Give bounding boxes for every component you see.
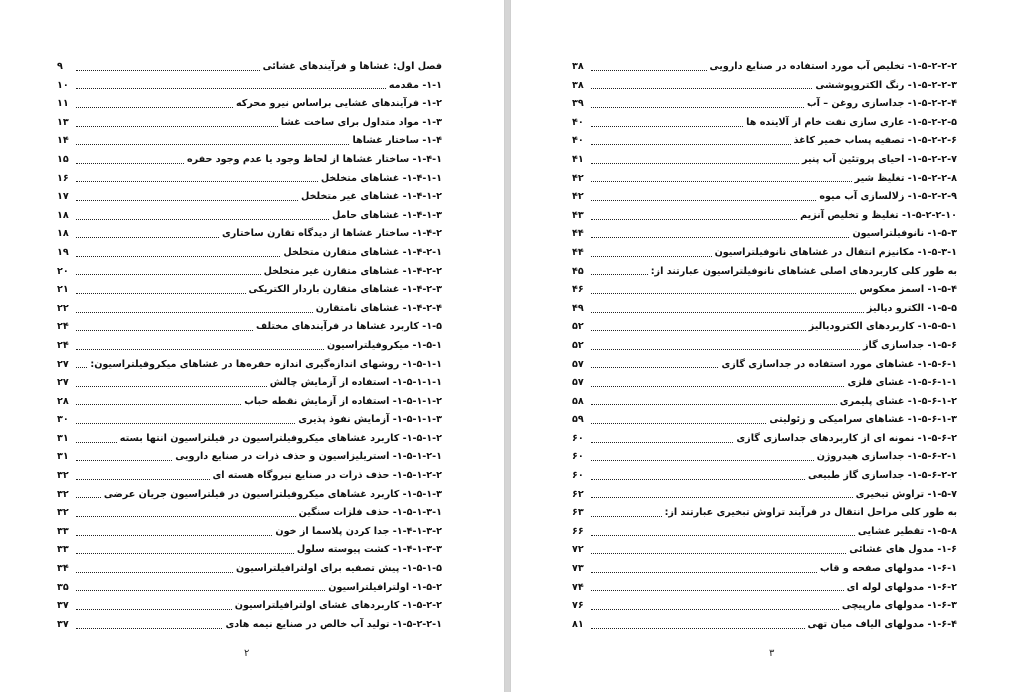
dot-leader (591, 628, 805, 629)
toc-entry-page: ۴۰ (572, 116, 584, 128)
toc-entry-page: ۳۱ (57, 451, 69, 463)
toc-entry-title: ۱-۱- مقدمه (388, 79, 442, 91)
toc-entry-title: ۱-۵-۱-۲- کاربرد غشاهای میکروفیلتراسیون در فیلتراسیون انتها بسته (119, 432, 442, 444)
dot-leader (591, 497, 853, 498)
dot-leader (76, 330, 253, 331)
dot-leader (591, 312, 864, 313)
toc-entry-title: ۱-۵-۳- نانوفیلتراسیون (852, 228, 957, 240)
dot-leader (591, 423, 766, 424)
toc-entry-page: ۹ (57, 61, 63, 72)
toc-entry-title: ۱-۵-۶-۱- غشاهای مورد استفاده در جداسازی گازی (721, 358, 957, 370)
toc-entry-title: ۱-۵-۶- جداسازی گاز (863, 339, 957, 351)
toc-entry (572, 337, 957, 356)
toc-entry-page: ۵۸ (572, 395, 584, 407)
toc-entry-title: ۱-۴-۲-۳- غشاهای متقارن باردار الکتریکی (248, 284, 442, 296)
toc-entry-page: ۴۴ (572, 246, 584, 258)
toc-entry-page: ۳۸ (572, 79, 584, 91)
toc-entry (57, 523, 442, 542)
toc-entry-title: ۱-۵-۲-۲-۱- تولید آب خالص در صنایع نیمه هادی (225, 618, 442, 630)
dot-leader (591, 256, 712, 257)
toc-entry-page: ۶۰ (572, 451, 584, 463)
dot-leader (76, 609, 232, 610)
dot-leader (76, 442, 117, 443)
dot-leader (76, 312, 313, 313)
dot-leader (76, 219, 329, 220)
left-page (0, 0, 505, 692)
toc-entry-title: به طور کلی مراحل انتقال در فرآیند تراوش تبخیری عبارتند از: (664, 507, 957, 519)
toc-entry-page: ۵۲ (572, 339, 584, 351)
dot-leader (76, 256, 280, 257)
toc-entry-page: ۴۲ (572, 191, 584, 203)
toc-entry (572, 188, 957, 207)
toc-entry-page: ۱۱ (57, 98, 69, 110)
toc-entry (57, 560, 442, 579)
toc-entry-title: ۱-۴-۲- ساختار غشاها از دیدگاه تقارن ساختاری (221, 228, 442, 240)
dot-leader (76, 479, 210, 480)
dot-leader (76, 628, 222, 629)
dot-leader (591, 386, 844, 387)
toc-entry-page: ۴۵ (572, 265, 584, 277)
toc-entry (57, 188, 442, 207)
toc-entry-title: ۱-۵-۶-۱-۱- غشای فلزی (847, 377, 957, 389)
dot-leader (76, 386, 267, 387)
toc-entry-title: ۱-۵-۱-۲-۱- استریلیزاسیون و حذف ذرات در صنایع دارویی (175, 451, 442, 463)
toc-entry-page: ۵۹ (572, 414, 584, 426)
toc-entry (572, 430, 957, 449)
toc-entry (57, 244, 442, 263)
toc-entry-page: ۵۷ (572, 377, 584, 389)
toc-entry (57, 95, 442, 114)
toc-entry-page: ۲۸ (57, 395, 69, 407)
toc-entry-title: ۱-۵-۵- الکترو دیالیز (866, 302, 957, 314)
toc-entry-title: ۱-۵- کاربرد غشاها در فرآیندهای مختلف (256, 321, 442, 333)
toc-entry (572, 448, 957, 467)
dot-leader (591, 553, 846, 554)
toc-entry (57, 597, 442, 616)
toc-entry-title: ۱-۵-۱-۱- روشهای اندازه‌گیری اندازه حفره‌ها در غشاهای میکروفیلتراسیون: (90, 358, 442, 370)
toc-entry (57, 170, 442, 189)
dot-leader (591, 181, 852, 182)
toc-entry-page: ۴۲ (572, 172, 584, 184)
dot-leader (591, 274, 648, 275)
dot-leader (591, 200, 816, 201)
toc-entry (572, 300, 957, 319)
toc-entry (57, 207, 442, 226)
dot-leader (591, 572, 817, 573)
toc-entry-page: ۲۰ (57, 265, 69, 277)
toc-entry-page: ۱۸ (57, 228, 69, 240)
toc-entry (57, 77, 442, 96)
toc-entry-page: ۷۳ (572, 563, 584, 575)
toc-entry-title: ۱-۴-۲-۲- غشاهای متقارن غیر متخلخل (263, 265, 442, 277)
toc-entry-page: ۳۱ (57, 432, 69, 444)
toc-entry (572, 281, 957, 300)
toc-entry-title: ۱-۲- فرآیندهای غشایی براساس نیرو محرکه (235, 98, 442, 110)
toc-entry-title: ۱-۵-۶-۲-۲- جداسازی گاز طبیعی (807, 470, 957, 482)
toc-entry (572, 374, 957, 393)
toc-entry (572, 616, 957, 635)
toc-entry-page: ۱۳ (57, 116, 69, 128)
dot-leader (76, 404, 241, 405)
toc-entry-page: ۷۲ (572, 544, 584, 556)
toc-entry-page: ۷۴ (572, 581, 584, 593)
toc-entry (572, 132, 957, 151)
dot-leader (591, 163, 799, 164)
toc-entry-page: ۲۲ (57, 302, 69, 314)
toc-entry-page: ۳۲ (57, 507, 69, 519)
toc-entry-title: ۱-۴-۲-۴- غشاهای نامتقارن (315, 302, 442, 314)
toc-entry-title: ۱-۴-۱-۳-۲- جدا کردن پلاسما از خون (275, 525, 442, 537)
toc-entry (57, 467, 442, 486)
toc-entry-title: ۱-۶- مدول های غشائی (849, 544, 957, 556)
dot-leader (591, 126, 743, 127)
toc-entry (57, 616, 442, 635)
dot-leader (591, 609, 839, 610)
dot-leader (76, 460, 172, 461)
toc-entry (572, 151, 957, 170)
toc-entry (572, 244, 957, 263)
toc-entry-page: ۳۳ (57, 525, 69, 537)
dot-leader (591, 219, 797, 220)
toc-entry (572, 58, 957, 77)
toc-entry-page: ۳۲ (57, 470, 69, 482)
toc-entry (57, 448, 442, 467)
page-number: ۲ (244, 648, 250, 659)
dot-leader (76, 553, 294, 554)
dot-leader (76, 497, 101, 498)
toc-entry-page: ۶۳ (572, 507, 584, 519)
table-of-contents-right (572, 58, 957, 634)
dot-leader (591, 107, 804, 108)
toc-entry-title: ۱-۵-۲-۲-۴- جداسازی روغن – آب (806, 98, 957, 110)
toc-entry-title: ۱-۵-۶-۱-۳- غشاهای سرامیکی و زئولیتی (769, 414, 957, 426)
toc-entry-page: ۲۴ (57, 321, 69, 333)
toc-entry (57, 486, 442, 505)
toc-entry (572, 114, 957, 133)
toc-entry (572, 597, 957, 616)
toc-entry-title: ۱-۵-۵-۱- کاربردهای الکترودیالیز (808, 321, 957, 333)
toc-entry-page: ۲۱ (57, 284, 69, 296)
toc-entry (57, 579, 442, 598)
toc-entry (57, 356, 442, 375)
dot-leader (76, 423, 295, 424)
toc-entry-title: ۱-۵-۲-۲-۶- تصفیه پساب خمیر کاغذ (793, 135, 957, 147)
dot-leader (591, 442, 733, 443)
toc-entry-title: ۱-۵-۱-۲-۲- حذف ذرات در صنایع نیروگاه هسته ای (212, 470, 442, 482)
toc-entry-title: ۱-۵-۲-۲- کاربردهای غشای اولترافیلتراسیون (234, 600, 442, 612)
dot-leader (76, 237, 219, 238)
toc-entry (572, 356, 957, 375)
toc-entry-page: ۲۷ (57, 358, 69, 370)
toc-entry-page: ۳۲ (57, 488, 69, 500)
toc-entry-title: به طور کلی کاربردهای اصلی غشاهای نانوفیلتراسیون عبارتند از: (650, 265, 957, 277)
toc-entry-title: ۱-۴-۱-۲- غشاهای غیر متخلخل (301, 191, 442, 203)
dot-leader (76, 163, 184, 164)
toc-entry (572, 504, 957, 523)
toc-entry (57, 541, 442, 560)
toc-entry (57, 374, 442, 393)
toc-entry-page: ۱۹ (57, 246, 69, 258)
dot-leader (591, 293, 856, 294)
toc-entry-title: ۱-۵-۲-۲-۱۰- تغلیظ و تخلیص آنزیم (800, 209, 957, 221)
toc-entry (572, 225, 957, 244)
toc-entry-title: ۱-۵-۲-۲-۲- تخلیص آب مورد استفاده در صنایع دارویی (709, 61, 957, 72)
toc-entry-title: ۱-۵-۶-۲- نمونه ای از کاربردهای جداسازی گازی (736, 432, 957, 444)
toc-entry-page: ۳۴ (57, 563, 69, 575)
toc-entry (572, 393, 957, 412)
toc-entry-page: ۳۰ (57, 414, 69, 426)
toc-entry (57, 132, 442, 151)
toc-entry-page: ۸۱ (572, 618, 584, 630)
dot-leader (76, 144, 349, 145)
toc-entry-title: ۱-۵-۶-۱-۲- غشای پلیمری (839, 395, 957, 407)
toc-entry-page: ۵۲ (572, 321, 584, 333)
toc-entry-page: ۴۰ (572, 135, 584, 147)
toc-entry-title: ۱-۳- مواد متداول برای ساخت غشا (280, 116, 442, 128)
dot-leader (591, 330, 806, 331)
toc-entry-title: ۱-۴-۱-۱- غشاهای متخلخل (320, 172, 442, 184)
toc-entry-page: ۱۷ (57, 191, 69, 203)
toc-entry (572, 318, 957, 337)
toc-entry-title: فصل اول: غشاها و فرآیندهای غشائی (262, 61, 442, 72)
toc-entry-title: ۱-۵-۱-۳-۱- حذف فلزات سنگین (298, 507, 442, 519)
toc-entry (57, 337, 442, 356)
toc-entry-page: ۴۴ (572, 228, 584, 240)
toc-entry-page: ۱۶ (57, 172, 69, 184)
toc-entry (572, 560, 957, 579)
toc-entry (572, 579, 957, 598)
toc-entry-title: ۱-۵-۱-۵- پیش تصفیه برای اولترافیلتراسیون (235, 563, 442, 575)
toc-entry (57, 318, 442, 337)
dot-leader (76, 535, 272, 536)
toc-entry (572, 411, 957, 430)
toc-entry-title: ۱-۵-۷- تراوش تبخیری (855, 488, 957, 500)
toc-entry-title: ۱-۵-۱- میکروفیلتراسیون (326, 339, 442, 351)
dot-leader (591, 590, 844, 591)
dot-leader (591, 88, 812, 89)
toc-entry (572, 541, 957, 560)
dot-leader (76, 367, 87, 368)
toc-entry-title: ۱-۵-۲-۲-۸- تغلیظ شیر (854, 172, 957, 184)
dot-leader (591, 367, 718, 368)
toc-entry (57, 151, 442, 170)
toc-entry-title: ۱-۴-۱-۳- غشاهای حامل (331, 209, 442, 221)
table-of-contents-left (57, 58, 442, 634)
toc-entry-title: ۱-۵-۱-۳- کاربرد غشاهای میکروفیلتراسیون در فیلتراسیون جریان عرضی (103, 488, 442, 500)
dot-leader (76, 349, 324, 350)
toc-entry-page: ۷۶ (572, 600, 584, 612)
dot-leader (591, 70, 707, 71)
page-number: ۳ (769, 648, 775, 659)
toc-entry (57, 114, 442, 133)
toc-entry-title: ۱-۵-۲-۲-۳- رنگ الکتروپوششی (815, 79, 957, 91)
toc-entry (572, 263, 957, 282)
toc-entry-page: ۵۷ (572, 358, 584, 370)
dot-leader (591, 349, 860, 350)
dot-leader (76, 293, 246, 294)
toc-entry (57, 263, 442, 282)
toc-entry-page: ۳۳ (57, 544, 69, 556)
toc-entry (572, 486, 957, 505)
toc-entry-page: ۲۴ (57, 339, 69, 351)
toc-entry-page: ۳۹ (572, 98, 584, 110)
toc-entry-page: ۲۷ (57, 377, 69, 389)
toc-entry (572, 207, 957, 226)
toc-entry (572, 95, 957, 114)
dot-leader (76, 516, 296, 517)
toc-entry-title: ۱-۴-۲-۱- غشاهای متقارن متخلخل (283, 246, 442, 258)
toc-entry-page: ۴۹ (572, 302, 584, 314)
toc-entry-page: ۶۲ (572, 488, 584, 500)
dot-leader (591, 479, 805, 480)
dot-leader (76, 572, 233, 573)
toc-entry-title: ۱-۵-۸- تقطیر غشایی (857, 525, 957, 537)
toc-entry-title: ۱-۶-۱- مدولهای صفحه و قاب (819, 563, 957, 575)
right-page (510, 0, 1015, 692)
dot-leader (76, 70, 260, 71)
toc-entry (57, 504, 442, 523)
toc-entry-page: ۱۵ (57, 153, 69, 165)
toc-entry (572, 170, 957, 189)
toc-entry-title: ۱-۵-۱-۱-۱- استفاده از آزمایش چالش (269, 377, 442, 389)
toc-entry (572, 467, 957, 486)
toc-entry-page: ۳۷ (57, 618, 69, 630)
toc-entry-page: ۳۵ (57, 581, 69, 593)
toc-entry-page: ۳۸ (572, 61, 584, 72)
toc-entry-title: ۱-۵-۳-۱- مکانیزم انتقال در غشاهای نانوفیلتراسیون (714, 246, 957, 258)
toc-entry-title: ۱-۵-۲-۲-۷- احیای پروتئین آب پنیر (801, 153, 957, 165)
dot-leader (76, 590, 325, 591)
toc-entry (57, 281, 442, 300)
dot-leader (591, 460, 814, 461)
toc-entry-title: ۱-۶-۴- مدولهای الیاف میان تهی (807, 618, 957, 630)
toc-entry-title: ۱-۶-۲- مدولهای لوله ای (846, 581, 957, 593)
toc-entry-title: ۱-۵-۱-۱-۲- استفاده از آزمایش نقطه حباب (244, 395, 442, 407)
dot-leader (76, 88, 386, 89)
dot-leader (76, 200, 298, 201)
toc-entry-title: ۱-۵-۲- اولترافیلتراسیون (328, 581, 442, 593)
toc-entry (572, 523, 957, 542)
toc-entry (57, 430, 442, 449)
toc-entry-page: ۱۴ (57, 135, 69, 147)
toc-entry-title: ۱-۵-۴- اسمز معکوس (859, 284, 957, 296)
toc-entry-page: ۴۳ (572, 209, 584, 221)
dot-leader (76, 274, 261, 275)
toc-entry-page: ۱۰ (57, 79, 69, 91)
toc-entry-page: ۱۸ (57, 209, 69, 221)
toc-entry (57, 411, 442, 430)
dot-leader (591, 237, 849, 238)
dot-leader (591, 404, 837, 405)
dot-leader (591, 535, 855, 536)
toc-entry-page: ۶۶ (572, 525, 584, 537)
dot-leader (591, 144, 791, 145)
toc-entry-title: ۱-۵-۱-۱-۳- آزمایش نفوذ پذیری (298, 414, 442, 426)
toc-entry-page: ۶۰ (572, 432, 584, 444)
toc-entry (57, 393, 442, 412)
toc-entry-title: ۱-۵-۶-۲-۱- جداسازی هیدروژن (816, 451, 957, 463)
dot-leader (76, 107, 233, 108)
toc-entry (57, 300, 442, 319)
toc-entry-page: ۶۰ (572, 470, 584, 482)
toc-entry (572, 77, 957, 96)
toc-entry-title: ۱-۵-۲-۲-۹- زلالسازی آب میوه (819, 191, 957, 203)
dot-leader (591, 516, 662, 517)
toc-entry-page: ۴۱ (572, 153, 584, 165)
toc-entry-page: ۴۶ (572, 284, 584, 296)
toc-entry-page: ۳۷ (57, 600, 69, 612)
dot-leader (76, 126, 278, 127)
toc-entry (57, 225, 442, 244)
toc-entry-title: ۱-۴-۱-۳-۳- کشت پیوسته سلول (296, 544, 442, 556)
toc-entry-title: ۱-۶-۳- مدولهای مارپیچی (841, 600, 957, 612)
dot-leader (76, 181, 318, 182)
toc-entry (57, 58, 442, 77)
toc-entry-title: ۱-۴- ساختار غشاها (352, 135, 442, 147)
toc-entry-title: ۱-۵-۲-۲-۵- عاری سازی نفت خام از آلاینده ها (746, 116, 957, 128)
toc-entry-title: ۱-۴-۱- ساختار غشاها از لحاظ وجود یا عدم وجود حفره (186, 153, 442, 165)
